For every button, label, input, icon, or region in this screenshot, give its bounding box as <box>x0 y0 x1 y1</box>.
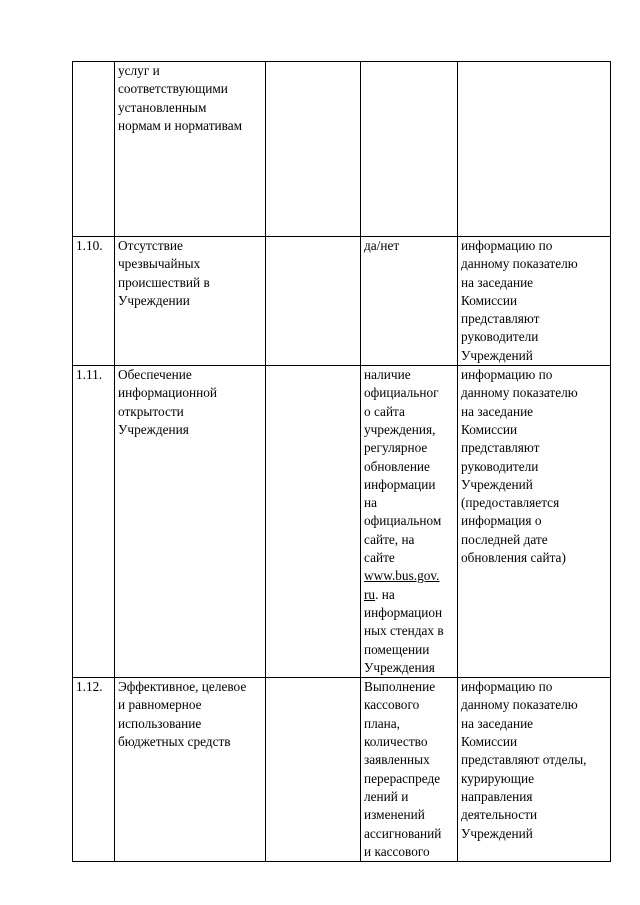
criteria-cell: да/нет <box>361 237 458 366</box>
table-row <box>73 62 611 237</box>
criteria-text: наличие официальног о сайта учреждения, регулярное обновление информации на официальном сайте, на сайте <box>364 367 442 566</box>
table-row <box>73 366 611 678</box>
table-row <box>73 678 611 862</box>
indicator-name: Отсутствие чрезвычайных происшествий в Учреждении <box>115 237 266 366</box>
row-number: 1.12. <box>73 678 115 862</box>
empty-cell <box>266 366 361 678</box>
row-number <box>73 62 115 237</box>
indicator-name: Обеспечение информационной открытости Учреждения <box>115 366 266 678</box>
row-number: 1.11. <box>73 366 115 678</box>
criteria-text-after: . на информацион ных стендах в помещении Учреждения <box>364 586 444 675</box>
row-number: 1.10. <box>73 237 115 366</box>
empty-cell <box>266 678 361 862</box>
source-cell: информацию по данному показателю на заседание Комиссии представляют руководители Учреждений <box>458 237 611 366</box>
table-row <box>73 237 611 366</box>
source-cell: информацию по данному показателю на заседание Комиссии представляют руководители Учреждений (предоставляется информация о последней дате обновления сайта) <box>458 366 611 678</box>
source-cell: информацию по данному показателю на заседание Комиссии представляют отделы, курирующие направления деятельности Учреждений <box>458 678 611 862</box>
empty-cell <box>266 62 361 237</box>
indicator-name: Эффективное, целевое и равномерное использование бюджетных средств <box>115 678 266 862</box>
indicator-name: услуг и соответствующими установленным нормам и нормативам <box>115 62 266 237</box>
criteria-cell <box>361 366 458 678</box>
source-cell <box>458 62 611 237</box>
website-link[interactable]: www.bus.gov. ru <box>364 568 440 602</box>
criteria-cell <box>361 62 458 237</box>
empty-cell <box>266 237 361 366</box>
criteria-cell: Выполнение кассового плана, количество заявленных перераспреде лений и изменений ассигнований и кассового <box>361 678 458 862</box>
indicators-table <box>72 61 611 862</box>
